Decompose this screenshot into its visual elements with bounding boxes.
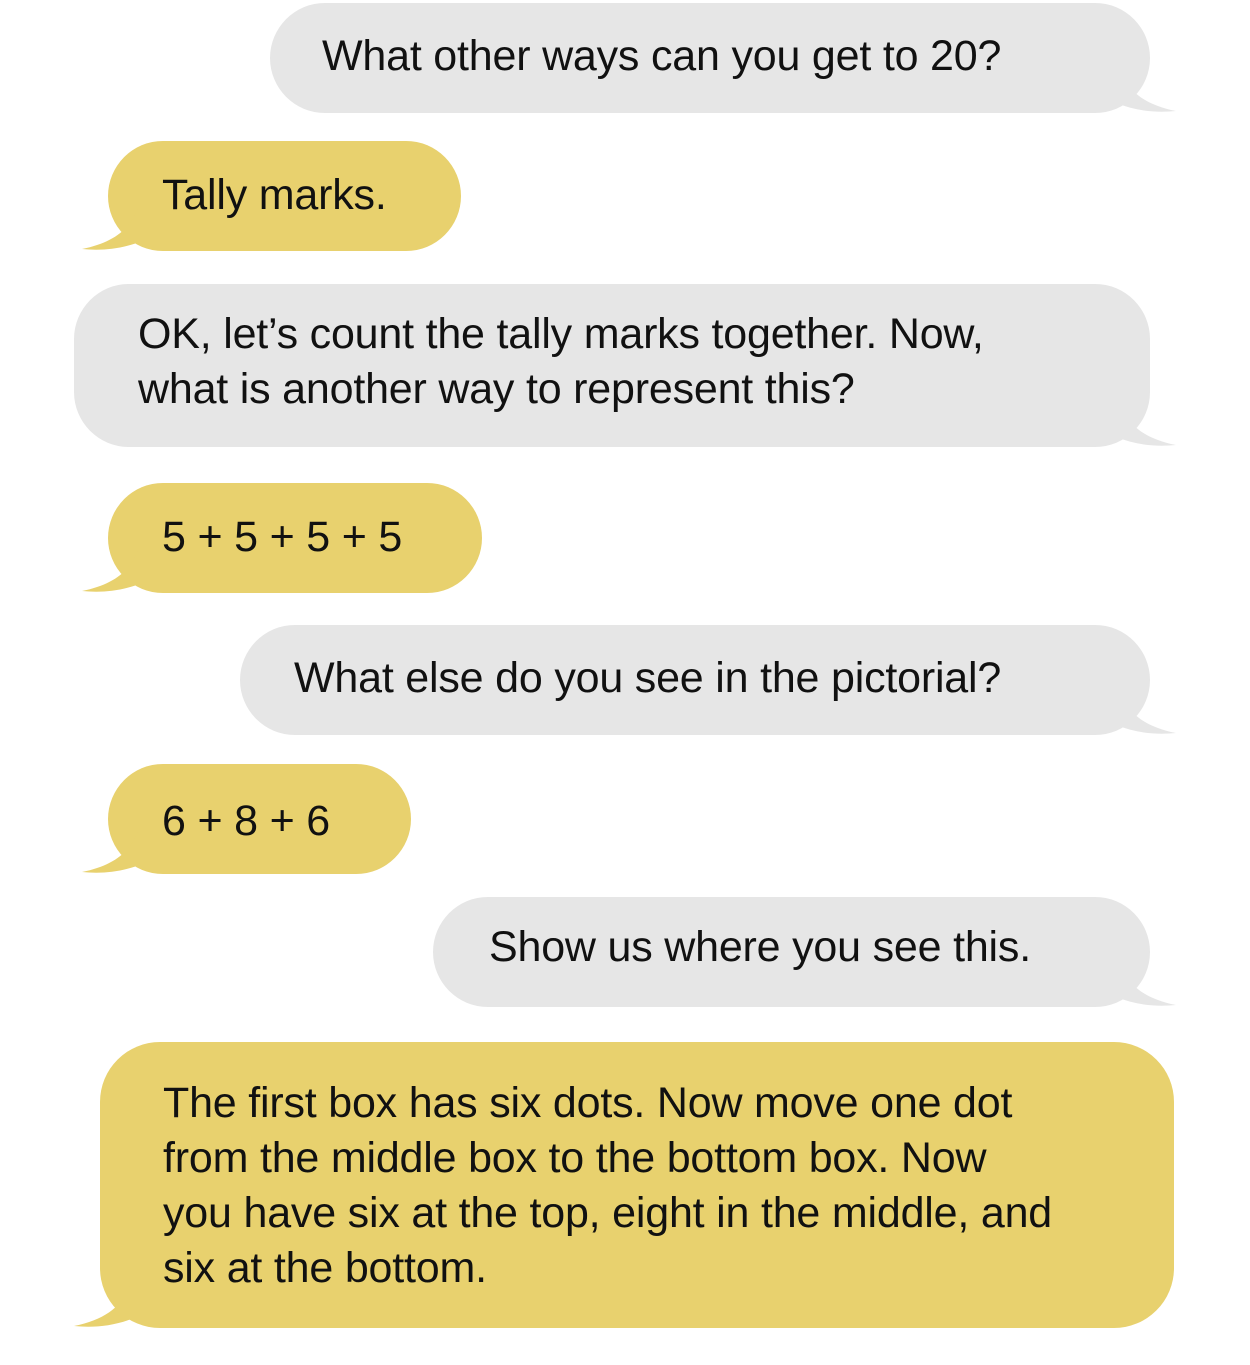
teacher-message-bubble	[240, 625, 1150, 735]
message-text: What else do you see in the pictorial?	[294, 654, 1002, 702]
message-text: 5 + 5 + 5 + 5	[162, 513, 403, 561]
message-text: Show us where you see this.	[489, 923, 1031, 971]
student-message-bubble	[100, 1042, 1174, 1328]
bubble-tail-right	[1116, 675, 1176, 735]
teacher-message-bubble	[74, 284, 1150, 447]
message-text: OK, let’s count the tally marks together. Now, what is another way to represent this?	[138, 310, 984, 413]
student-message-bubble	[108, 141, 461, 251]
bubble-tail-right	[1116, 53, 1176, 113]
message-text: The first box has six dots. Now move one dot from the middle box to the bottom box. Now you have six at the top, eight in the middle, and six at the bottom.	[163, 1079, 1053, 1292]
bubble-tail-right	[1116, 387, 1176, 447]
bubble-tail-left	[74, 1268, 134, 1328]
message-text: Tally marks.	[162, 171, 387, 219]
message-text: 6 + 8 + 6	[162, 797, 330, 845]
teacher-message-bubble	[270, 3, 1150, 113]
bubble-tail-left	[82, 533, 142, 593]
bubble-tail-left	[82, 191, 142, 251]
bubble-tail-left	[82, 814, 142, 874]
student-message-bubble	[108, 764, 411, 874]
message-text: What other ways can you get to 20?	[322, 32, 1002, 80]
student-message-bubble	[108, 483, 482, 593]
teacher-message-bubble	[433, 897, 1150, 1007]
bubble-tail-right	[1116, 947, 1176, 1007]
